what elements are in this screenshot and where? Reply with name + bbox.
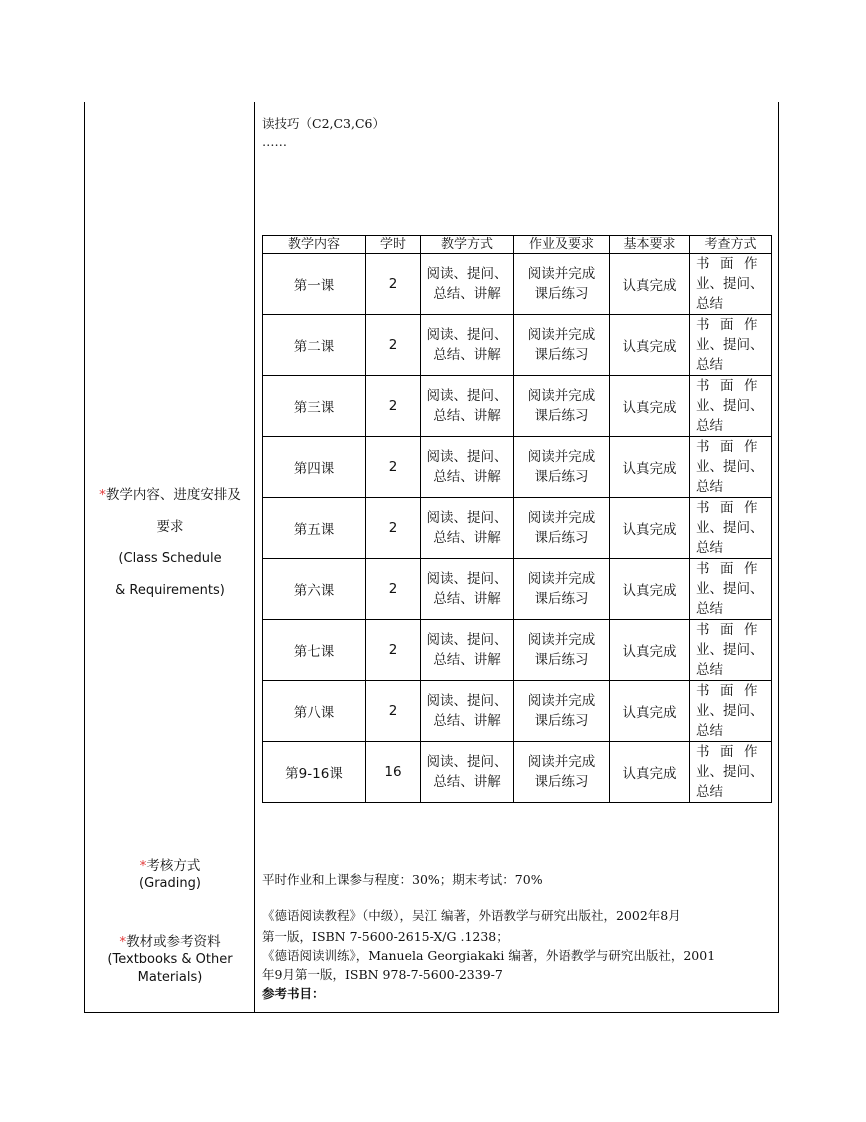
- method-line-2: 总结、讲解: [433, 530, 501, 546]
- outer-left-border: [84, 102, 85, 1013]
- requirement-cell: 认真完成: [610, 681, 690, 742]
- homework-line-1: 阅读并完成: [527, 754, 596, 770]
- textbooks-label-en-2: Materials): [137, 970, 203, 985]
- homework-line-2: 课后练习: [534, 713, 589, 729]
- assessment-cell: [690, 437, 772, 498]
- header-method: 教学方式: [421, 236, 514, 254]
- method-cell: [421, 681, 514, 742]
- homework-line-2: 课后练习: [534, 469, 589, 485]
- homework-line-2: 课后练习: [534, 347, 589, 363]
- homework-cell: [514, 498, 610, 559]
- homework-line-1: 阅读并完成: [527, 510, 596, 526]
- assessment-line-3: 总结: [696, 601, 723, 617]
- table-row: [263, 498, 772, 559]
- assessment-cell: [690, 376, 772, 437]
- assessment-line-1: 书面作: [696, 561, 768, 577]
- method-cell: [421, 559, 514, 620]
- method-line-2: 总结、讲解: [433, 286, 501, 302]
- hours-cell: 2: [366, 498, 421, 559]
- homework-line-2: 课后练习: [534, 530, 589, 546]
- method-cell: [421, 315, 514, 376]
- assessment-cell: [690, 498, 772, 559]
- assessment-cell: [690, 315, 772, 376]
- textbook-line-4: 年9月第一版，ISBN 978-7-5600-2339-7: [262, 967, 503, 982]
- hours-cell: 2: [366, 376, 421, 437]
- assessment-line-2: 业、提问、: [696, 459, 764, 475]
- assessment-line-2: 业、提问、: [696, 520, 764, 536]
- assessment-line-1: 书面作: [696, 317, 768, 333]
- method-cell: [421, 437, 514, 498]
- homework-cell: [514, 254, 610, 315]
- assessment-line-1: 书面作: [696, 500, 768, 516]
- lesson-cell: 第六课: [263, 559, 366, 620]
- assessment-line-3: 总结: [696, 723, 723, 739]
- method-cell: [421, 376, 514, 437]
- homework-line-1: 阅读并完成: [527, 449, 596, 465]
- lesson-cell: 第八课: [263, 681, 366, 742]
- assessment-cell: [690, 254, 772, 315]
- method-line-2: 总结、讲解: [433, 652, 501, 668]
- assessment-cell: [690, 620, 772, 681]
- grading-text: 平时作业和上课参与程度：30%；期末考试：70%: [262, 872, 543, 887]
- hours-cell: 2: [366, 437, 421, 498]
- table-row: [263, 681, 772, 742]
- outer-bottom-border: [84, 1012, 779, 1013]
- textbooks-label-en-1: (Textbooks & Other: [107, 952, 233, 967]
- homework-cell: [514, 681, 610, 742]
- assessment-line-1: 书面作: [696, 439, 768, 455]
- lesson-cell: 第四课: [263, 437, 366, 498]
- table-row: [263, 742, 772, 803]
- required-star: *: [99, 487, 106, 503]
- assessment-cell: [690, 681, 772, 742]
- textbooks-label-cn: 教材或参考资料: [126, 934, 221, 950]
- method-cell: [421, 498, 514, 559]
- required-star: *: [119, 934, 127, 950]
- homework-line-2: 课后练习: [534, 652, 589, 668]
- lesson-cell: 第9-16课: [263, 742, 366, 803]
- grading-label-cn: 考核方式: [146, 858, 201, 874]
- requirement-cell: 认真完成: [610, 742, 690, 803]
- homework-line-1: 阅读并完成: [527, 571, 596, 587]
- method-line-1: 阅读、提问、: [426, 388, 508, 404]
- lesson-cell: 第一课: [263, 254, 366, 315]
- homework-line-1: 阅读并完成: [527, 327, 596, 343]
- assessment-cell: [690, 742, 772, 803]
- hours-cell: 2: [366, 559, 421, 620]
- hours-cell: 2: [366, 681, 421, 742]
- method-line-1: 阅读、提问、: [426, 510, 508, 526]
- table-row: [263, 254, 772, 315]
- requirement-cell: 认真完成: [610, 254, 690, 315]
- method-cell: [421, 254, 514, 315]
- method-line-1: 阅读、提问、: [426, 693, 508, 709]
- homework-line-1: 阅读并完成: [527, 388, 596, 404]
- table-row: [263, 315, 772, 376]
- lesson-cell: 第七课: [263, 620, 366, 681]
- assessment-line-1: 书面作: [696, 378, 768, 394]
- outer-right-border: [778, 102, 779, 1013]
- assessment-line-3: 总结: [696, 418, 723, 434]
- textbook-line-2: 第一版，ISBN 7-5600-2615-X/G .1238；: [262, 929, 509, 944]
- schedule-label-en-1: (Class Schedule: [118, 551, 222, 566]
- assessment-line-2: 业、提问、: [696, 337, 764, 353]
- assessment-line-3: 总结: [696, 662, 723, 678]
- table-header-row: [263, 236, 772, 254]
- requirement-cell: 认真完成: [610, 437, 690, 498]
- method-line-2: 总结、讲解: [433, 469, 501, 485]
- skills-text: 读技巧（C2,C3,C6）: [262, 116, 385, 131]
- required-star: *: [139, 858, 147, 874]
- table-row: [263, 437, 772, 498]
- homework-line-2: 课后练习: [534, 408, 589, 424]
- hours-cell: 16: [366, 742, 421, 803]
- schedule-label-en-2: & Requirements): [115, 583, 225, 598]
- ellipsis-text: ……: [262, 134, 287, 149]
- assessment-line-2: 业、提问、: [696, 764, 764, 780]
- homework-cell: [514, 559, 610, 620]
- table-row: [263, 620, 772, 681]
- textbooks-label: [86, 934, 254, 986]
- requirement-cell: 认真完成: [610, 498, 690, 559]
- homework-cell: [514, 315, 610, 376]
- grading-label-en: (Grading): [139, 876, 201, 891]
- assessment-line-3: 总结: [696, 540, 723, 556]
- header-hours: 学时: [366, 236, 421, 254]
- method-line-2: 总结、讲解: [433, 774, 501, 790]
- method-line-2: 总结、讲解: [433, 591, 501, 607]
- assessment-line-3: 总结: [696, 357, 723, 373]
- homework-line-2: 课后练习: [534, 591, 589, 607]
- hours-cell: 2: [366, 620, 421, 681]
- method-line-1: 阅读、提问、: [426, 327, 508, 343]
- requirement-cell: 认真完成: [610, 315, 690, 376]
- header-homework: 作业及要求: [514, 236, 610, 254]
- assessment-cell: [690, 559, 772, 620]
- schedule-label-cn: 教学内容、进度安排及: [105, 487, 241, 503]
- column-divider: [254, 102, 255, 1013]
- assessment-line-3: 总结: [696, 479, 723, 495]
- homework-line-1: 阅读并完成: [527, 266, 596, 282]
- homework-line-2: 课后练习: [534, 286, 589, 302]
- homework-line-1: 阅读并完成: [527, 693, 596, 709]
- schedule-table: [262, 235, 772, 803]
- header-requirement: 基本要求: [610, 236, 690, 254]
- reference-books-heading: 参考书目：: [262, 986, 325, 1001]
- method-line-1: 阅读、提问、: [426, 449, 508, 465]
- lesson-cell: 第五课: [263, 498, 366, 559]
- method-line-1: 阅读、提问、: [426, 571, 508, 587]
- schedule-label-cn-2: 要求: [156, 519, 184, 535]
- assessment-line-2: 业、提问、: [696, 398, 764, 414]
- method-line-1: 阅读、提问、: [426, 266, 508, 282]
- homework-cell: [514, 742, 610, 803]
- requirement-cell: 认真完成: [610, 376, 690, 437]
- assessment-line-1: 书面作: [696, 622, 768, 638]
- schedule-label: [86, 487, 254, 615]
- hours-cell: 2: [366, 315, 421, 376]
- header-assessment: 考查方式: [690, 236, 772, 254]
- assessment-line-3: 总结: [696, 784, 723, 800]
- requirement-cell: 认真完成: [610, 559, 690, 620]
- assessment-line-2: 业、提问、: [696, 642, 764, 658]
- hours-cell: 2: [366, 254, 421, 315]
- homework-line-1: 阅读并完成: [527, 632, 596, 648]
- assessment-line-1: 书面作: [696, 683, 768, 699]
- method-line-2: 总结、讲解: [433, 713, 501, 729]
- method-line-1: 阅读、提问、: [426, 754, 508, 770]
- method-line-1: 阅读、提问、: [426, 632, 508, 648]
- method-line-2: 总结、讲解: [433, 408, 501, 424]
- table-row: [263, 559, 772, 620]
- method-line-2: 总结、讲解: [433, 347, 501, 363]
- homework-line-2: 课后练习: [534, 774, 589, 790]
- assessment-line-1: 书面作: [696, 744, 768, 760]
- homework-cell: [514, 620, 610, 681]
- textbook-line-1: 《德语阅读教程》（中级），吴江 编著，外语教学与研究出版社，2002年8月: [262, 908, 681, 923]
- lesson-cell: 第二课: [263, 315, 366, 376]
- assessment-line-2: 业、提问、: [696, 581, 764, 597]
- assessment-line-1: 书面作: [696, 256, 768, 272]
- requirement-cell: 认真完成: [610, 620, 690, 681]
- assessment-line-3: 总结: [696, 296, 723, 312]
- grading-label: [86, 858, 254, 892]
- assessment-line-2: 业、提问、: [696, 703, 764, 719]
- homework-cell: [514, 437, 610, 498]
- homework-cell: [514, 376, 610, 437]
- textbook-line-3: 《德语阅读训练》，Manuela Georgiakaki 编著，外语教学与研究出版社，2001: [262, 948, 716, 963]
- table-row: [263, 376, 772, 437]
- assessment-line-2: 业、提问、: [696, 276, 764, 292]
- header-content: 教学内容: [263, 236, 366, 254]
- method-cell: [421, 742, 514, 803]
- lesson-cell: 第三课: [263, 376, 366, 437]
- method-cell: [421, 620, 514, 681]
